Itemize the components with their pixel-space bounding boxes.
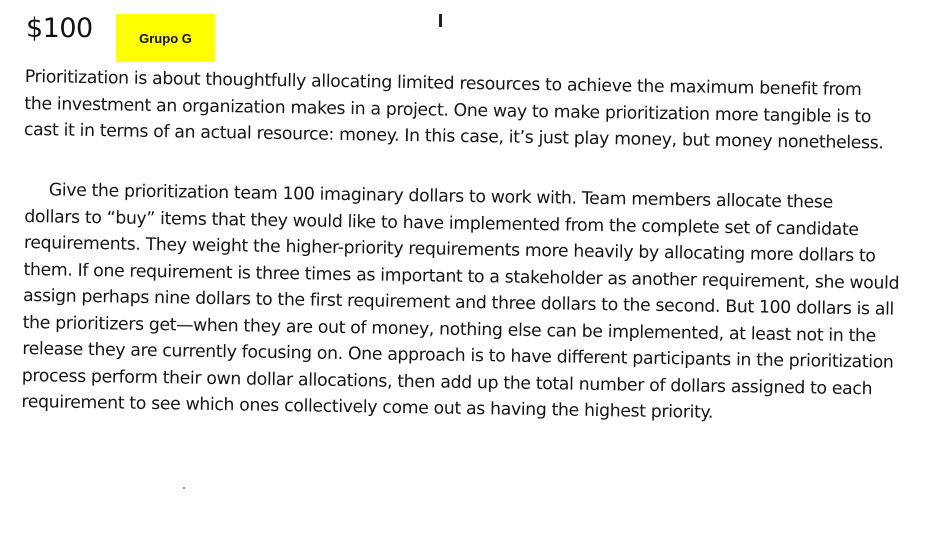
group-tag-label: Grupo G <box>139 30 192 46</box>
paragraph-line: assign perhaps nine dollars to the first requirement and three dollars to the second. But 100 dollars is all <box>22 285 895 320</box>
page-title: $100 <box>26 13 93 44</box>
paragraph-line: release they are currently focusing on. One approach is to have different participants in the prioritization <box>22 338 894 373</box>
paragraph-line: cast it in terms of an actual resource: money. In this case, it’s just play money, but money nonetheless. <box>23 119 884 154</box>
group-tag <box>116 14 215 62</box>
paragraph-1 <box>24 64 895 157</box>
scan-speck <box>183 487 185 489</box>
paragraph-line: process perform their own dollar allocations, then add up the total number of dollars assigned to each <box>21 365 873 399</box>
paragraph-line: them. If one requirement is three times as important to a stakeholder as another requirement, she would <box>23 259 900 294</box>
paragraph-line: dollars to “buy” items that they would like to have implemented from the complete set of candidate <box>24 206 859 240</box>
paragraph-line: the prioritizers get—when they are out of money, nothing else can be implemented, at least not in the <box>22 312 877 346</box>
paragraph-line: the investment an organization makes in a project. One way to make prioritization more tangible is to <box>24 93 872 127</box>
paragraph-line: Prioritization is about thoughtfully allocating limited resources to achieve the maximum benefit from <box>24 66 862 101</box>
text-cursor-mark <box>439 14 442 27</box>
paragraph-line: Give the prioritization team 100 imaginary dollars to work with. Team members allocate these <box>48 180 833 213</box>
paragraph-line: requirement to see which ones collectively come out as having the highest priority. <box>21 391 714 423</box>
paragraph-line: requirements. They weight the higher-priority requirements more heavily by allocating more dollars to <box>23 232 876 267</box>
paragraph-2 <box>21 177 900 429</box>
